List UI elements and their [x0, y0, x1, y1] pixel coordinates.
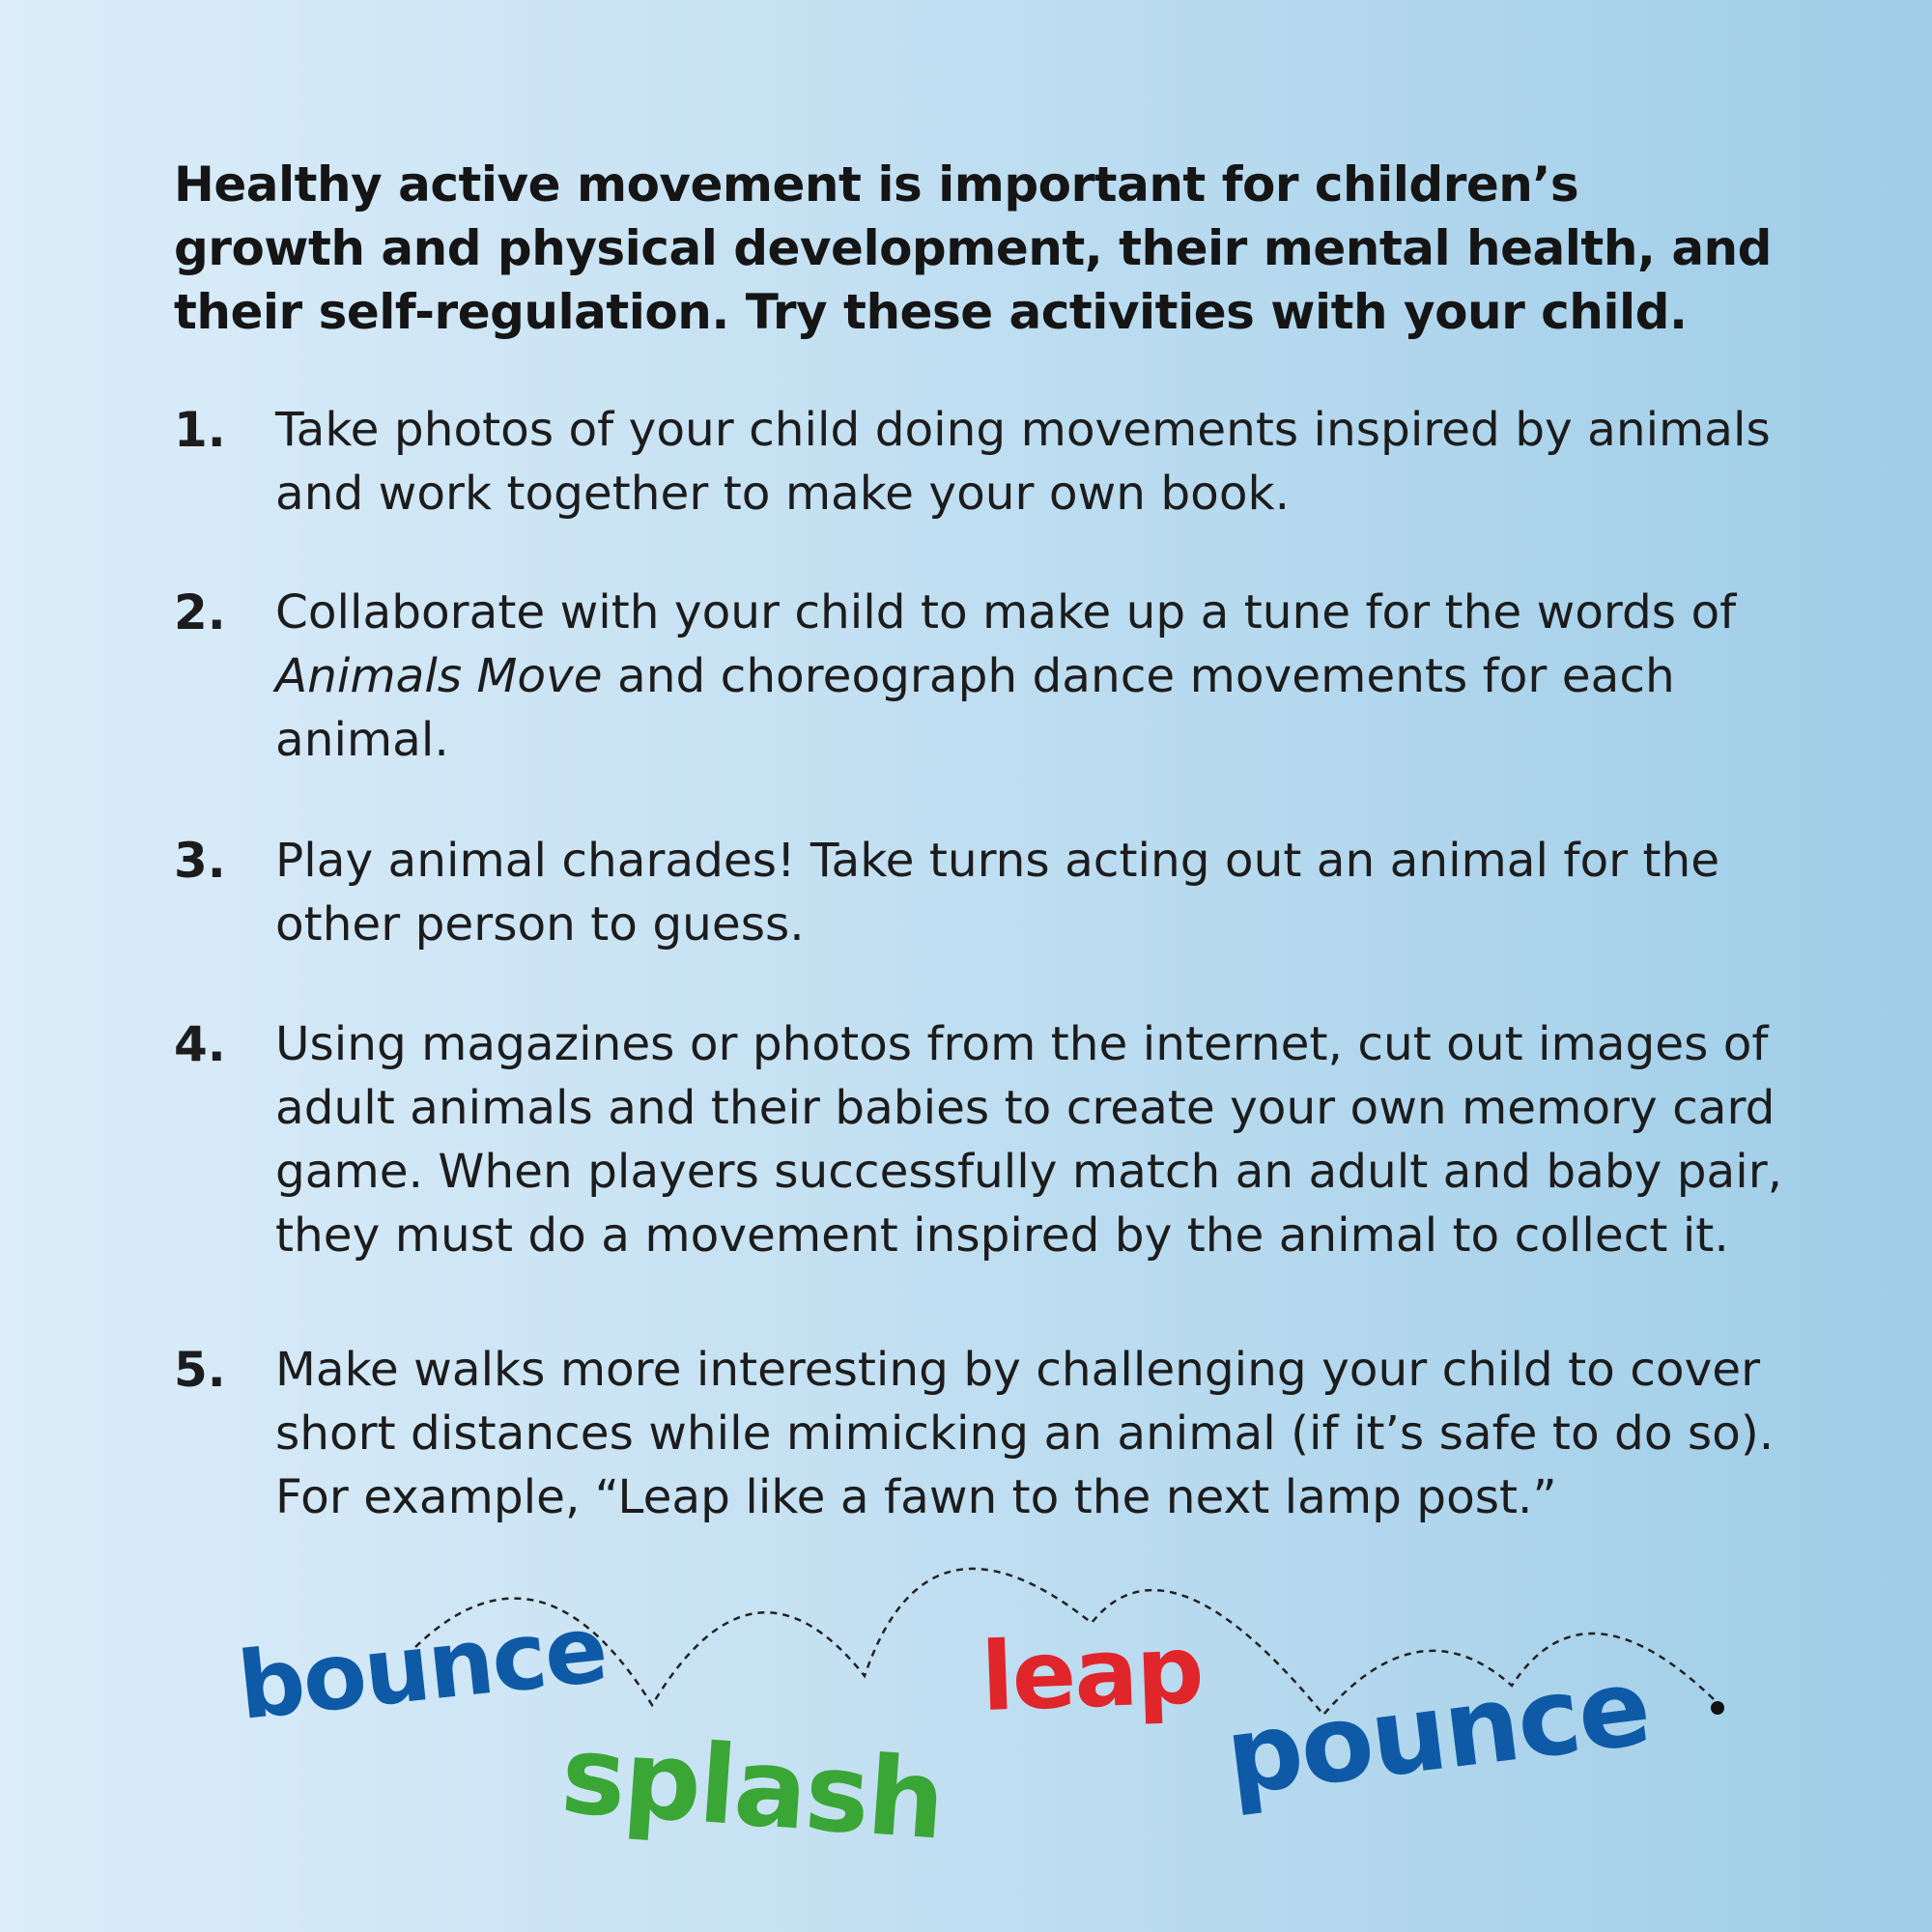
activity-number: 3.: [174, 833, 226, 889]
book-title: Animals Move: [275, 649, 603, 703]
activity-text: Collaborate with your child to make up a tune for the words of Animals Move and choreograph dance movements for each animal.: [275, 585, 1737, 767]
activity-text: Using magazines or photos from the internet, cut out images of adult animals and their babies to create your own memory card game. When players successfully match an adult and baby pair, they must do a movement inspired by the animal to collect it.: [275, 1017, 1783, 1263]
activity-number: 4.: [174, 1016, 226, 1072]
activity-number: 2.: [174, 584, 226, 640]
intro-paragraph: Healthy active movement is important for children’s growth and physical development, their mental health, and their self-regulation. Try these activities with your child.: [174, 156, 1772, 340]
activity-text: Play animal charades! Take turns acting out an animal for the other person to guess.: [275, 834, 1720, 952]
word-pounce: pounce: [1219, 1644, 1656, 1819]
activity-number: 5.: [174, 1342, 226, 1398]
word-splash: splash: [557, 1712, 948, 1864]
activity-number: 1.: [174, 402, 226, 458]
activity-text: Take photos of your child doing movements inspired by animals and work together to make your own book.: [275, 403, 1771, 521]
word-leap: leap: [980, 1615, 1205, 1733]
word-bounce: bounce: [233, 1594, 611, 1741]
trail-end-dot: [1711, 1701, 1724, 1715]
activity-text: Make walks more interesting by challenging your child to cover short distances while mimicking an animal (if it’s safe to do so). For example, “Leap like a fawn to the next lamp post.”: [275, 1343, 1775, 1524]
